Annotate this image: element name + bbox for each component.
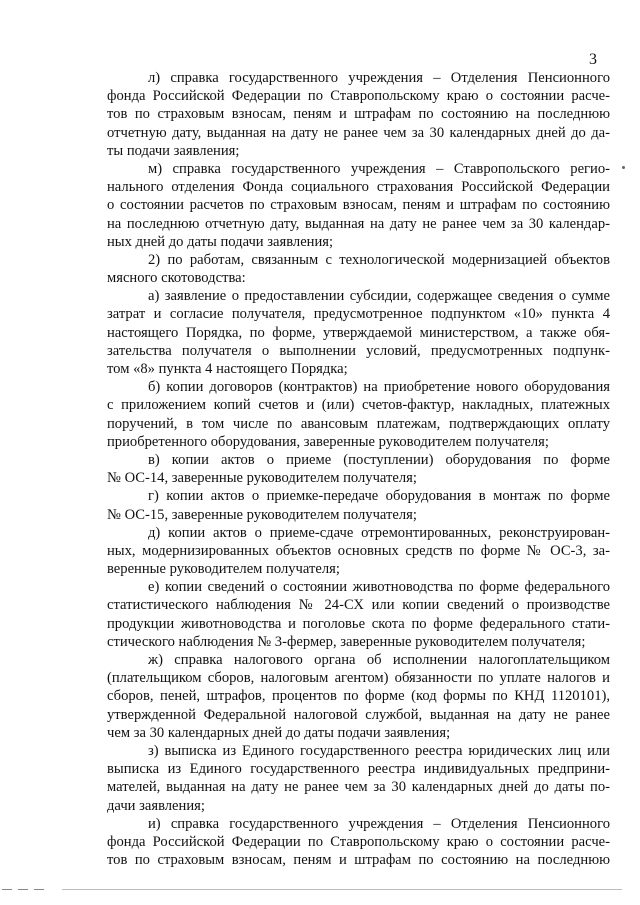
- footer-dash: [62, 889, 622, 890]
- text-line: тов по страховым взносам, пеням и штрафам по состоянию на последнюю: [107, 852, 610, 869]
- margin-mark: [622, 166, 625, 169]
- text-line: чем за 30 календарных дней до даты подачи заявления;: [107, 724, 451, 741]
- text-line: ты подачи заявления;: [107, 142, 240, 159]
- text-line: о состоянии расчетов по страховым взносам, пеням и штрафам по состоянию: [107, 197, 610, 214]
- text-line: № ОС-15, заверенные руководителем получателя;: [107, 506, 417, 523]
- text-line: зательства получателя о выполнении условий, предусмотренных подпунк-: [107, 342, 610, 359]
- text-line: том «8» пункта 4 настоящего Порядка;: [107, 361, 348, 377]
- text-line: и) справка государственного учреждения – Отделения Пенсионного: [148, 815, 610, 832]
- text-line: б) копии договоров (контрактов) на приобретение нового оборудования: [148, 379, 610, 396]
- text-line: фонда Российской Федерации по Ставропольскому краю о состоянии расче-: [107, 833, 610, 850]
- text-line: затрат и согласие получателя, предусмотренное подпунктом «10» пункта 4: [107, 306, 610, 323]
- footer-dash: [34, 889, 44, 890]
- text-line: ных, модернизированных объектов основных средств по форме № ОС-3, за-: [107, 542, 610, 559]
- footer-dash: [2, 889, 12, 890]
- text-line: з) выписка из Единого государственного реестра юридических лиц или: [148, 742, 610, 759]
- text-line: е) копии сведений о состоянии животноводства по форме федерального: [148, 579, 610, 596]
- footer-rule: [0, 885, 640, 895]
- text-line: а) заявление о предоставлении субсидии, содержащее сведения о сумме: [148, 288, 610, 305]
- footer-dash: [18, 889, 28, 890]
- text-line: № ОС-14, заверенные руководителем получателя;: [107, 470, 417, 487]
- text-line: утвержденной Федеральной налоговой службой, выданная на дату не ранее: [107, 706, 610, 723]
- text-line: нального отделения Фонда социального страхования Российской Федерации: [107, 179, 610, 196]
- text-line: в) копии актов о приеме (поступлении) оборудования по форме: [148, 451, 610, 468]
- text-line: настоящего Порядка, по форме, утверждаемой министерством, а также обя-: [107, 324, 610, 341]
- text-line: поручений, в том числе по авансовым платежам, подтверждающих оплату: [107, 415, 610, 432]
- text-line: веренные руководителем получателя;: [107, 561, 340, 578]
- text-line: ж) справка налогового органа об исполнении налогоплательщиком: [148, 652, 610, 668]
- text-line: выписка из Единого государственного реестра индивидуальных предприни-: [107, 761, 610, 778]
- text-line: г) копии актов о приемке-передаче оборудования в монтаж по форме: [148, 488, 610, 505]
- text-line: (плательщиком сборов, налоговым агентом) обязанности по уплате налогов и: [107, 670, 610, 687]
- text-line: приобретенного оборудования, заверенные руководителем получателя;: [107, 433, 549, 450]
- text-line: с приложением копий счетов и (или) счетов-фактур, накладных, платежных: [107, 397, 610, 414]
- text-line: д) копии актов о приеме-сдаче отремонтированных, реконструирован-: [148, 524, 610, 541]
- text-line: л) справка государственного учреждения – Отделения Пенсионного: [148, 70, 610, 86]
- document-body: [107, 69, 610, 869]
- text-line: фонда Российской Федерации по Ставропольскому краю о состоянии расче-: [107, 88, 610, 105]
- text-line: мателей, выданная на дату не ранее чем за 30 календарных дней до даты по-: [107, 779, 610, 796]
- text-line: на последнюю отчетную дату, выданная на дату не ранее чем за 30 календар-: [107, 215, 610, 232]
- text-line: тов по страховым взносам, пеням и штрафам по состоянию на последнюю: [107, 106, 610, 123]
- text-line: стического наблюдения № 3-фермер, заверенные руководителем получателя;: [107, 633, 586, 650]
- text-line: 2) по работам, связанным с технологической модернизацией объектов: [148, 251, 610, 268]
- text-line: мясного скотоводства:: [107, 270, 246, 287]
- text-line: статистического наблюдения № 24-СХ или копии сведений о производстве: [107, 597, 610, 614]
- text-line: ных дней до даты подачи заявления;: [107, 233, 334, 250]
- text-line: отчетную дату, выданная на дату не ранее чем за 30 календарных дней до да-: [107, 124, 610, 141]
- text-line: дачи заявления;: [107, 797, 205, 814]
- page-number: 3: [589, 51, 597, 68]
- text-line: продукции животноводства и поголовье скота по форме федерального стати-: [107, 615, 610, 632]
- text-line: сборов, пеней, штрафов, процентов по форме (код формы по КНД 1120101),: [107, 688, 610, 705]
- text-line: м) справка государственного учреждения – Ставропольского регио-: [148, 160, 610, 177]
